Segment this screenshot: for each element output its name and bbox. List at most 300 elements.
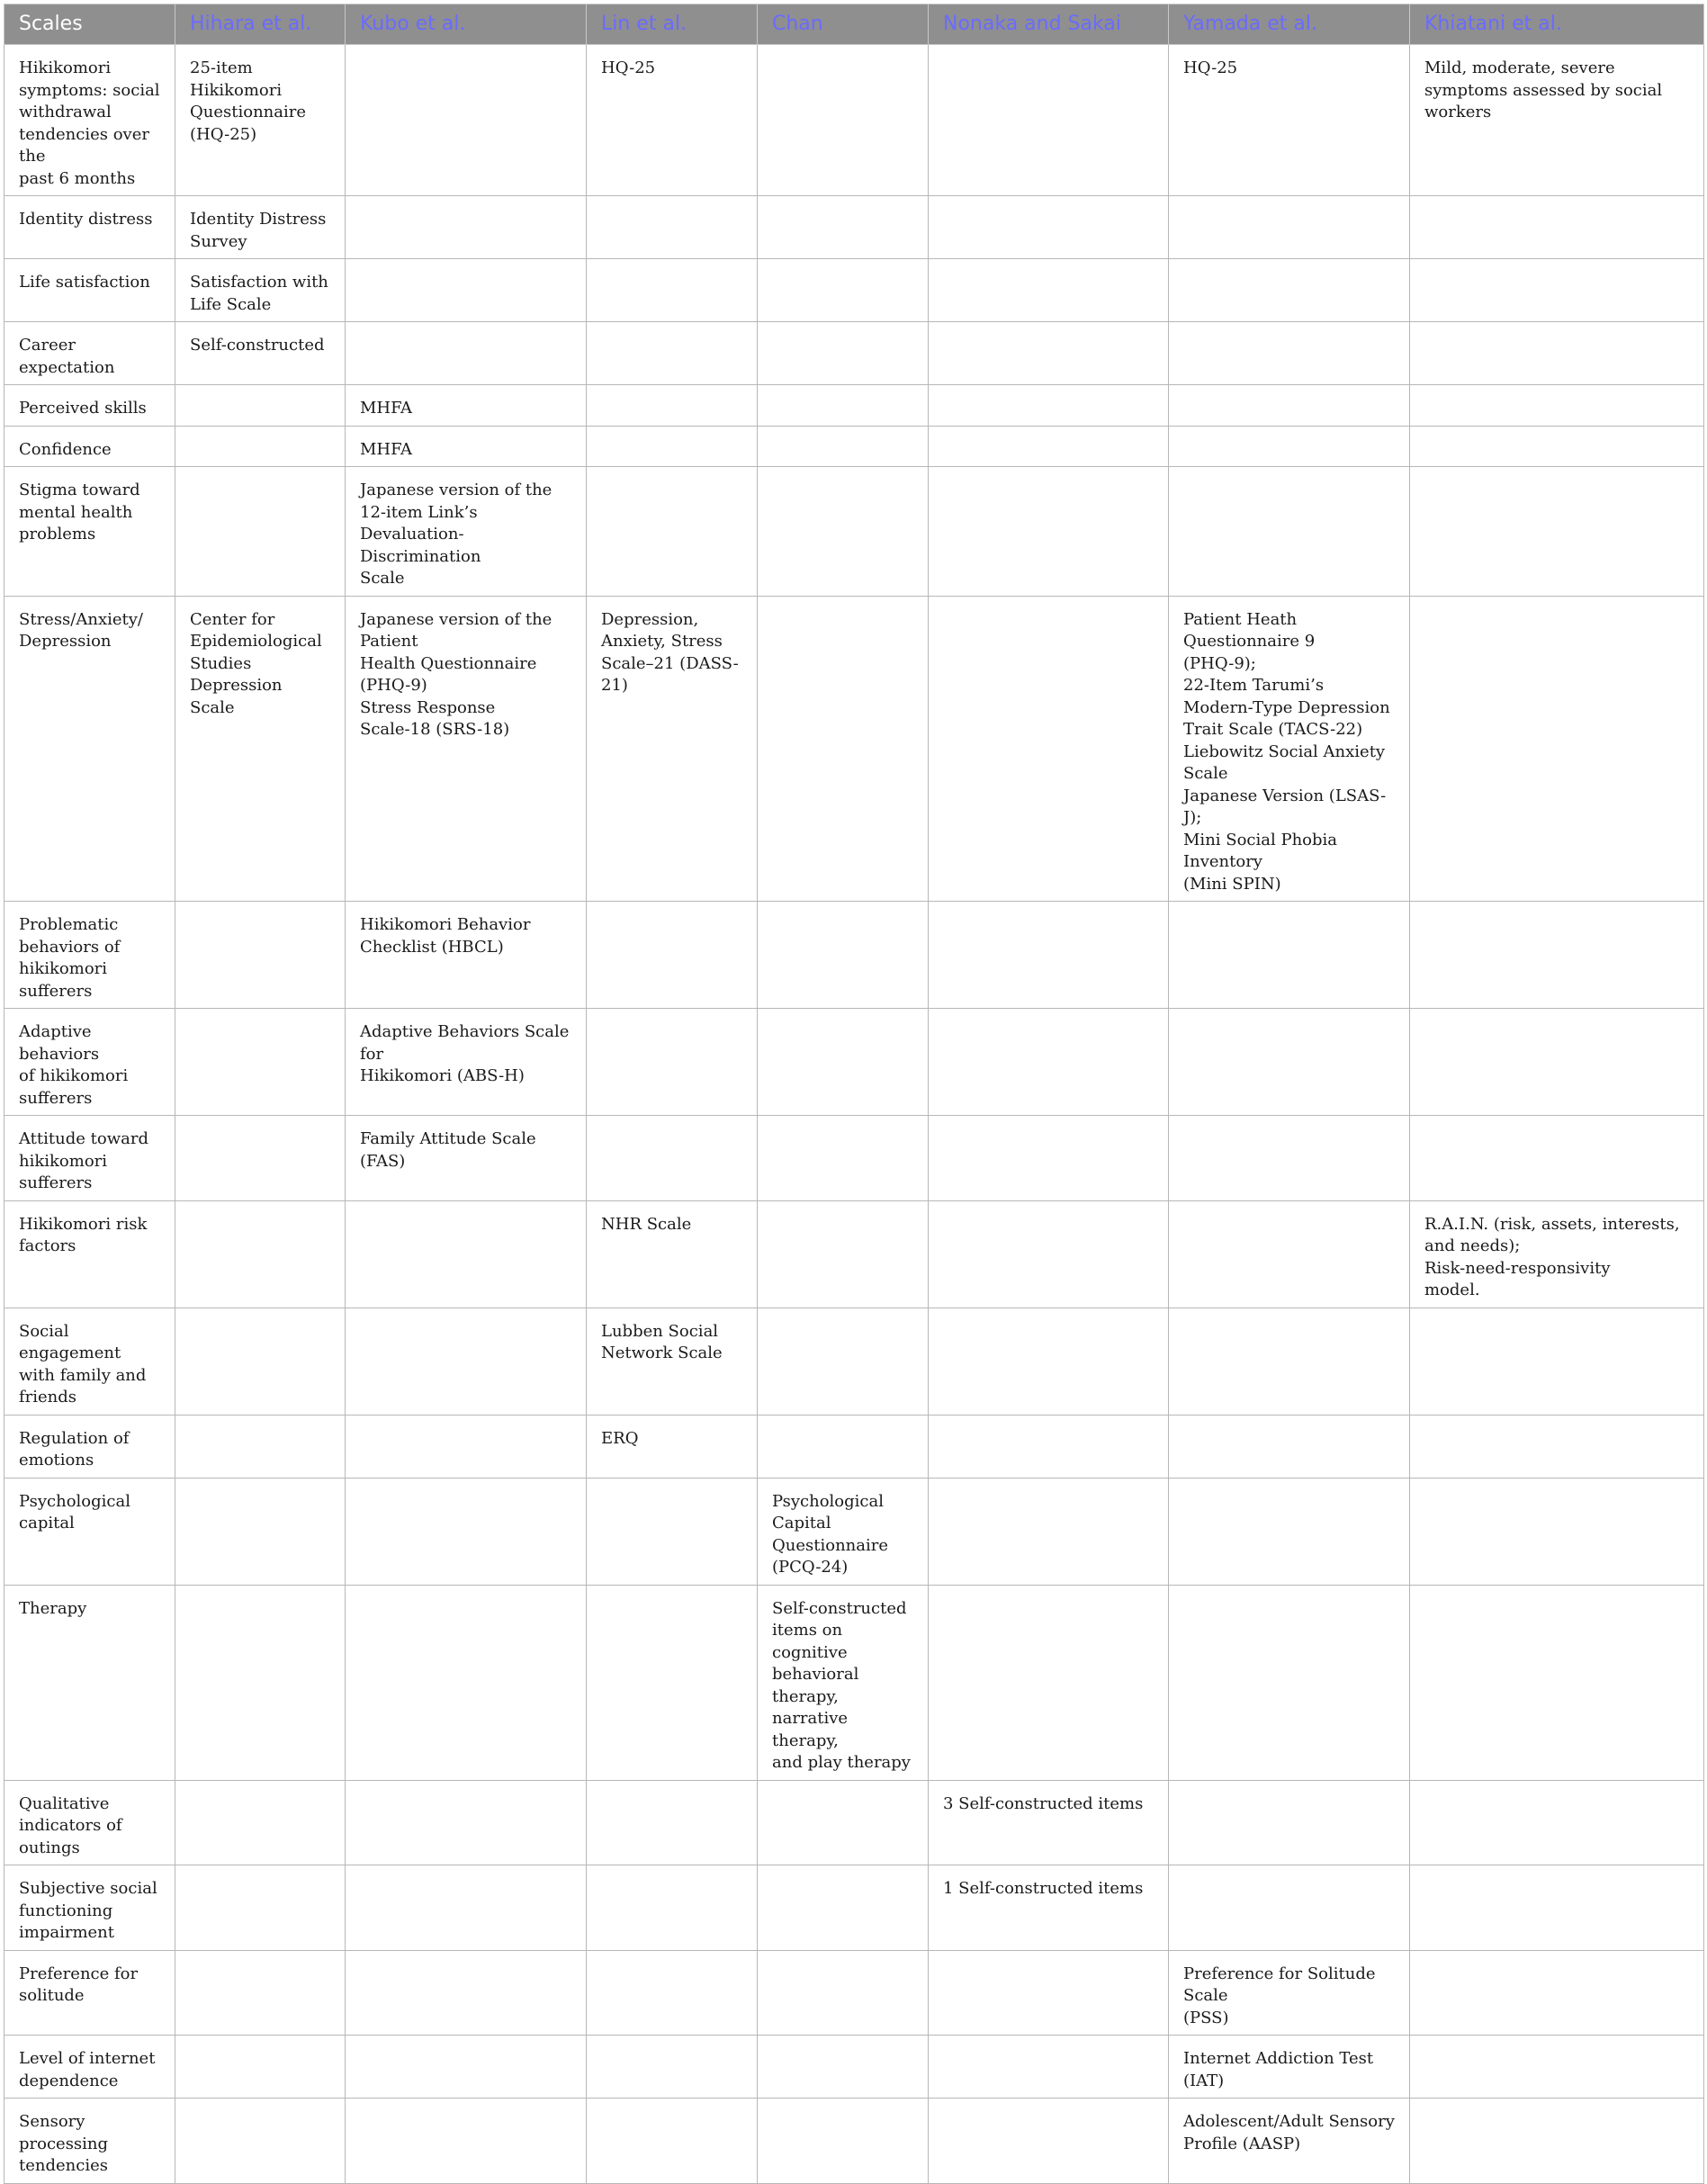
measure-text-line: Capital	[772, 1514, 831, 1532]
study-measure-cell	[1169, 426, 1410, 467]
table-body	[4, 45, 1704, 2184]
measure-text-line: and play therapy	[772, 1753, 911, 1772]
study-measure-cell	[587, 1780, 758, 1865]
study-measure-cell	[758, 1200, 929, 1308]
scale-name-line: mental health	[19, 502, 133, 522]
scale-name-line: dependence	[19, 2071, 119, 2090]
study-measure-cell	[346, 1865, 587, 1951]
scale-name-line: Regulation of	[19, 1428, 130, 1448]
table-row	[4, 322, 1704, 385]
scale-name-line: Adaptive behaviors	[19, 1022, 100, 1064]
measure-text-line: Patient Heath Questionnaire 9	[1183, 609, 1316, 651]
measure-text-line: Modern-Type Depression	[1183, 697, 1390, 717]
study-measure-cell	[758, 385, 929, 427]
measure-text-line: (PHQ-9);	[1183, 653, 1256, 673]
scale-name-line: withdrawal	[19, 103, 112, 121]
scale-name-cell	[4, 322, 175, 385]
study-measure-cell	[346, 1585, 587, 1780]
measure-text-line: items on cognitive	[772, 1621, 848, 1662]
measure-text-line: workers	[1424, 103, 1492, 121]
header-study-link[interactable]: Lin et al.	[587, 4, 758, 45]
study-measure-cell	[1410, 596, 1704, 902]
scale-name-line: Perceived skills	[19, 399, 147, 418]
scale-name-cell	[4, 467, 175, 597]
scale-name-line: tendencies	[19, 2156, 108, 2175]
scale-name-line: tendencies over the	[19, 124, 149, 166]
measure-text-line: Identity Distress	[190, 210, 327, 229]
measure-text-line: 22-Item Tarumi’s	[1183, 676, 1325, 695]
study-measure-cell	[346, 2036, 587, 2099]
study-measure-cell	[175, 426, 346, 467]
table-row	[4, 1009, 1704, 1116]
measure-text-line: Self-constructed	[190, 336, 325, 355]
measure-text-line: (HQ-25)	[190, 124, 257, 144]
measure-text-line: Japanese version of the	[360, 481, 553, 499]
study-measure-cell	[929, 426, 1169, 467]
study-measure-cell	[175, 1585, 346, 1780]
measure-text-line: R.A.I.N. (risk, assets, interests,	[1424, 1214, 1680, 1234]
table-row	[4, 1865, 1704, 1951]
measure-text-line: (PCQ-24)	[772, 1558, 849, 1577]
measure-text-line: Stress Response	[360, 697, 496, 717]
study-measure-cell	[587, 322, 758, 385]
study-measure-cell	[346, 1009, 587, 1116]
study-measure-cell	[346, 596, 587, 902]
scale-name-cell	[4, 196, 175, 259]
study-measure-cell	[587, 385, 758, 427]
study-measure-cell	[175, 1478, 346, 1585]
measure-text-line: 3 Self-constructed items	[943, 1793, 1144, 1813]
measure-text-line: Lubben Social	[601, 1321, 719, 1341]
scale-name-line: indicators of	[19, 1816, 122, 1835]
table-row	[4, 1308, 1704, 1415]
header-study-link[interactable]: Kubo et al.	[346, 4, 587, 45]
study-measure-cell	[1169, 902, 1410, 1009]
scale-name-cell	[4, 1009, 175, 1116]
study-measure-cell	[346, 259, 587, 322]
measure-text-line: Anxiety, Stress	[601, 632, 723, 651]
study-measure-cell	[1410, 1009, 1704, 1116]
table-header	[4, 4, 1704, 45]
table-row	[4, 426, 1704, 467]
study-measure-cell	[758, 45, 929, 196]
measure-text-line: Depression,	[601, 609, 699, 629]
study-measure-cell	[175, 1200, 346, 1308]
measure-text-line: model.	[1424, 1281, 1480, 1299]
scale-name-cell	[4, 385, 175, 427]
scale-name-line: capital	[19, 1514, 75, 1532]
study-measure-cell	[1410, 2036, 1704, 2099]
study-measure-cell	[175, 1308, 346, 1415]
measure-text-line: Studies Depression	[190, 653, 283, 695]
study-measure-cell	[758, 426, 929, 467]
measure-text-line: Profile (AASP)	[1183, 2134, 1301, 2153]
study-measure-cell	[758, 467, 929, 597]
study-measure-cell	[1410, 1308, 1704, 1415]
measure-text-line: Family Attitude Scale (FAS)	[360, 1129, 536, 1171]
study-measure-cell	[929, 196, 1169, 259]
scale-name-line: past 6 months	[19, 168, 136, 188]
measure-text-line: 1 Self-constructed items	[943, 1879, 1144, 1898]
measure-text-line: Adaptive Behaviors Scale for	[360, 1022, 570, 1064]
study-measure-cell	[1410, 2099, 1704, 2184]
study-measure-cell	[1410, 322, 1704, 385]
table-row	[4, 902, 1704, 1009]
scale-name-line: Preference for	[19, 1964, 139, 1983]
measure-text-line: Adolescent/Adult Sensory	[1183, 2112, 1395, 2131]
study-measure-cell	[1410, 1780, 1704, 1865]
measure-text-line: HQ-25	[1183, 58, 1238, 77]
study-measure-cell	[929, 902, 1169, 1009]
header-row	[4, 4, 1704, 45]
study-measure-cell	[346, 1415, 587, 1478]
study-measure-cell	[587, 902, 758, 1009]
measure-text-line: Epidemiological	[190, 632, 322, 651]
study-measure-cell	[1410, 902, 1704, 1009]
study-measure-cell	[587, 1415, 758, 1478]
header-scales: Scales	[4, 4, 175, 45]
study-measure-cell	[929, 1308, 1169, 1415]
study-measure-cell	[929, 385, 1169, 427]
study-measure-cell	[587, 1865, 758, 1951]
study-measure-cell	[1169, 196, 1410, 259]
scale-name-line: outings	[19, 1838, 80, 1857]
study-measure-cell	[929, 596, 1169, 902]
scale-name-line: Identity distress	[19, 210, 153, 229]
scale-name-line: hikikomori	[19, 1151, 108, 1171]
scale-name-line: Psychological	[19, 1491, 130, 1511]
scale-name-line: behaviors of	[19, 937, 121, 957]
scale-name-line: with family and	[19, 1365, 147, 1385]
study-measure-cell	[587, 45, 758, 196]
table-row	[4, 2036, 1704, 2099]
study-measure-cell	[758, 322, 929, 385]
scale-name-line: impairment	[19, 1923, 114, 1942]
scale-name-line: Problematic	[19, 915, 119, 934]
scale-name-cell	[4, 1780, 175, 1865]
study-measure-cell	[587, 2036, 758, 2099]
study-measure-cell	[587, 1585, 758, 1780]
study-measure-cell	[175, 467, 346, 597]
measure-text-line: (PSS)	[1183, 2008, 1229, 2027]
scale-name-line: Life satisfaction	[19, 273, 150, 292]
measure-text-line: Life Scale	[190, 294, 272, 314]
header-study-link[interactable]: Khiatani et al.	[1410, 4, 1704, 45]
measure-text-line: Self-constructed	[772, 1598, 907, 1618]
study-measure-cell	[929, 1116, 1169, 1201]
study-measure-cell	[587, 596, 758, 902]
study-measure-cell	[929, 322, 1169, 385]
study-measure-cell	[587, 1950, 758, 2036]
study-measure-cell	[758, 1865, 929, 1951]
scale-name-cell	[4, 902, 175, 1009]
study-measure-cell	[929, 1780, 1169, 1865]
study-measure-cell	[758, 1780, 929, 1865]
study-measure-cell	[346, 902, 587, 1009]
study-measure-cell	[758, 196, 929, 259]
study-measure-cell	[929, 259, 1169, 322]
header-study-link[interactable]: Yamada et al.	[1169, 4, 1410, 45]
study-measure-cell	[1410, 1415, 1704, 1478]
scale-name-line: Subjective social	[19, 1879, 157, 1898]
study-measure-cell	[1169, 2036, 1410, 2099]
study-measure-cell	[1169, 467, 1410, 597]
study-measure-cell	[1169, 45, 1410, 196]
scale-name-line: sufferers	[19, 981, 93, 1001]
study-measure-cell	[346, 426, 587, 467]
table-row	[4, 196, 1704, 259]
measure-text-line: 12-item Link’s	[360, 502, 478, 522]
measure-text-line: ERQ	[601, 1428, 639, 1448]
measure-text-line: Preference for Solitude Scale	[1183, 1964, 1376, 2005]
scale-name-cell	[4, 1308, 175, 1415]
scale-name-line: Stress/Anxiety/	[19, 609, 143, 629]
study-measure-cell	[587, 1200, 758, 1308]
study-measure-cell	[1410, 1200, 1704, 1308]
measure-text-line: Risk-need-responsivity	[1424, 1258, 1611, 1278]
study-measure-cell	[758, 1009, 929, 1116]
scale-name-cell	[4, 45, 175, 196]
study-measure-cell	[929, 2036, 1169, 2099]
study-measure-cell	[346, 385, 587, 427]
measure-text-line: Scale–21 (DASS-21)	[601, 653, 739, 695]
scale-name-line: Confidence	[19, 439, 112, 459]
scale-name-cell	[4, 426, 175, 467]
scale-name-line: Hikikomori risk	[19, 1214, 148, 1234]
study-measure-cell	[1410, 259, 1704, 322]
study-measure-cell	[1169, 259, 1410, 322]
study-measure-cell	[587, 259, 758, 322]
table-row	[4, 1116, 1704, 1201]
study-measure-cell	[758, 1415, 929, 1478]
scale-name-line: solitude	[19, 1986, 85, 2005]
measure-text-line: Network Scale	[601, 1344, 723, 1362]
study-measure-cell	[1410, 1478, 1704, 1585]
study-measure-cell	[346, 1200, 587, 1308]
measure-text-line: Survey	[190, 231, 247, 251]
measure-text-line: Japanese Version (LSAS-J);	[1183, 786, 1387, 827]
scale-name-line: Stigma toward	[19, 481, 140, 499]
measure-text-line: Liebowitz Social Anxiety Scale	[1183, 741, 1386, 783]
study-measure-cell	[587, 1478, 758, 1585]
study-measure-cell	[587, 2099, 758, 2184]
scale-name-line: Hikikomori	[19, 58, 112, 77]
measure-text-line: Devaluation-Discrimination	[360, 525, 481, 566]
measure-text-line: Psychological	[772, 1491, 884, 1511]
study-measure-cell	[175, 902, 346, 1009]
study-measure-cell	[758, 2099, 929, 2184]
measure-text-line: HQ-25	[601, 58, 656, 77]
scale-name-cell	[4, 1116, 175, 1201]
study-measure-cell	[587, 467, 758, 597]
scale-name-line: of hikikomori	[19, 1066, 129, 1085]
study-measure-cell	[1169, 596, 1410, 902]
study-measure-cell	[1169, 2099, 1410, 2184]
study-measure-cell	[1410, 426, 1704, 467]
measure-text-line: symptoms assessed by social	[1424, 80, 1663, 100]
header-study-link[interactable]: Hihara et al.	[175, 4, 346, 45]
table-row	[4, 259, 1704, 322]
measure-text-line: Hikikomori (ABS-H)	[360, 1066, 525, 1085]
study-measure-cell	[1169, 1200, 1410, 1308]
scale-name-cell	[4, 1415, 175, 1478]
scale-name-line: Sensory processing	[19, 2112, 109, 2153]
scale-name-line: factors	[19, 1236, 76, 1255]
study-measure-cell	[758, 1478, 929, 1585]
study-measure-cell	[587, 1308, 758, 1415]
table-row	[4, 1585, 1704, 1780]
scale-name-cell	[4, 1200, 175, 1308]
scale-name-line: Qualitative	[19, 1793, 110, 1813]
scale-name-cell	[4, 2036, 175, 2099]
study-measure-cell	[346, 1478, 587, 1585]
study-measure-cell	[346, 1950, 587, 2036]
measure-text-line: behavioral therapy,	[772, 1665, 859, 1706]
study-measure-cell	[1410, 1865, 1704, 1951]
study-measure-cell	[929, 1415, 1169, 1478]
measure-text-line: Internet Addiction Test (IAT)	[1183, 2049, 1374, 2090]
scale-name-line: Depression	[19, 632, 112, 651]
study-measure-cell	[175, 322, 346, 385]
table-row	[4, 385, 1704, 427]
study-measure-cell	[929, 1950, 1169, 2036]
table-row	[4, 596, 1704, 902]
measure-text-line: (PHQ-9)	[360, 676, 427, 695]
study-measure-cell	[1169, 1478, 1410, 1585]
study-measure-cell	[175, 1865, 346, 1951]
measure-text-line: Scale	[190, 697, 235, 717]
study-measure-cell	[929, 2099, 1169, 2184]
study-measure-cell	[1410, 1950, 1704, 2036]
study-measure-cell	[1410, 385, 1704, 427]
header-study-link[interactable]: Chan	[758, 4, 929, 45]
scale-name-line: hikikomori	[19, 959, 108, 978]
scale-name-line: functioning	[19, 1901, 113, 1920]
scale-name-line: Level of internet	[19, 2049, 156, 2068]
study-measure-cell	[1410, 1116, 1704, 1201]
measure-text-line: MHFA	[360, 439, 413, 459]
study-measure-cell	[175, 2036, 346, 2099]
study-measure-cell	[346, 2099, 587, 2184]
study-measure-cell	[175, 2099, 346, 2184]
scale-name-cell	[4, 1950, 175, 2036]
study-measure-cell	[1169, 1009, 1410, 1116]
measure-text-line: 25-item Hikikomori	[190, 58, 283, 100]
study-measure-cell	[758, 1950, 929, 2036]
measure-text-line: Center for	[190, 609, 275, 629]
study-measure-cell	[929, 1478, 1169, 1585]
study-measure-cell	[1169, 1308, 1410, 1415]
table-row	[4, 2099, 1704, 2184]
study-measure-cell	[758, 596, 929, 902]
scale-name-cell	[4, 259, 175, 322]
scale-name-cell	[4, 2099, 175, 2184]
study-measure-cell	[1410, 45, 1704, 196]
study-measure-cell	[175, 385, 346, 427]
scale-name-line: emotions	[19, 1451, 94, 1469]
scale-name-cell	[4, 1865, 175, 1951]
measure-text-line: Questionnaire	[772, 1535, 888, 1555]
scale-name-line: Therapy	[19, 1598, 87, 1618]
table-row	[4, 1478, 1704, 1585]
study-measure-cell	[346, 45, 587, 196]
measure-text-line: Mini Social Phobia Inventory	[1183, 830, 1338, 871]
study-measure-cell	[587, 426, 758, 467]
scale-name-line: Social engagement	[19, 1321, 121, 1362]
study-measure-cell	[1410, 1585, 1704, 1780]
study-measure-cell	[929, 1865, 1169, 1951]
study-measure-cell	[1169, 1116, 1410, 1201]
header-study-link[interactable]: Nonaka and Sakai	[929, 4, 1169, 45]
scale-name-cell	[4, 1478, 175, 1585]
study-measure-cell	[1169, 1865, 1410, 1951]
study-measure-cell	[346, 1308, 587, 1415]
study-measure-cell	[175, 1009, 346, 1116]
measure-text-line: Satisfaction with	[190, 273, 328, 292]
measure-text-line: Trait Scale (TACS-22)	[1183, 720, 1363, 739]
study-measure-cell	[1410, 196, 1704, 259]
measure-text-line: Mild, moderate, severe	[1424, 58, 1615, 77]
study-measure-cell	[587, 196, 758, 259]
scale-name-line: Career expectation	[19, 336, 115, 377]
measure-text-line: Checklist (HBCL)	[360, 937, 504, 957]
study-measure-cell	[346, 196, 587, 259]
measure-text-line: narrative therapy,	[772, 1709, 849, 1750]
measure-text-line: NHR Scale	[601, 1214, 692, 1234]
measure-text-line: MHFA	[360, 399, 413, 418]
scale-name-line: friends	[19, 1388, 77, 1407]
study-measure-cell	[929, 1009, 1169, 1116]
study-measure-cell	[1169, 385, 1410, 427]
study-measure-cell	[1169, 1585, 1410, 1780]
measure-text-line: Scale	[360, 569, 405, 588]
table-row	[4, 45, 1704, 196]
study-measure-cell	[175, 196, 346, 259]
study-measure-cell	[175, 1950, 346, 2036]
measure-text-line: (Mini SPIN)	[1183, 874, 1281, 894]
study-measure-cell	[175, 45, 346, 196]
study-measure-cell	[929, 45, 1169, 196]
study-measure-cell	[175, 1116, 346, 1201]
study-measure-cell	[929, 1585, 1169, 1780]
study-measure-cell	[758, 1308, 929, 1415]
study-measure-cell	[758, 1585, 929, 1780]
study-measure-cell	[587, 1116, 758, 1201]
study-measure-cell	[1169, 1780, 1410, 1865]
study-measure-cell	[758, 1116, 929, 1201]
scales-comparison-table	[4, 4, 1704, 2184]
study-measure-cell	[929, 1200, 1169, 1308]
study-measure-cell	[175, 259, 346, 322]
study-measure-cell	[346, 1780, 587, 1865]
study-measure-cell	[758, 259, 929, 322]
scale-name-line: problems	[19, 525, 96, 544]
measure-text-line: Hikikomori Behavior	[360, 915, 531, 934]
study-measure-cell	[346, 1116, 587, 1201]
measure-text-line: Questionnaire	[190, 103, 306, 121]
scale-name-line: symptoms: social	[19, 80, 160, 100]
measure-text-line: Japanese version of the Patient	[360, 609, 553, 651]
study-measure-cell	[758, 2036, 929, 2099]
study-measure-cell	[1169, 322, 1410, 385]
measure-text-line: Health Questionnaire	[360, 653, 537, 673]
study-measure-cell	[929, 467, 1169, 597]
study-measure-cell	[1169, 1950, 1410, 2036]
scale-name-cell	[4, 1585, 175, 1780]
table-row	[4, 1950, 1704, 2036]
table-row	[4, 1780, 1704, 1865]
study-measure-cell	[758, 902, 929, 1009]
